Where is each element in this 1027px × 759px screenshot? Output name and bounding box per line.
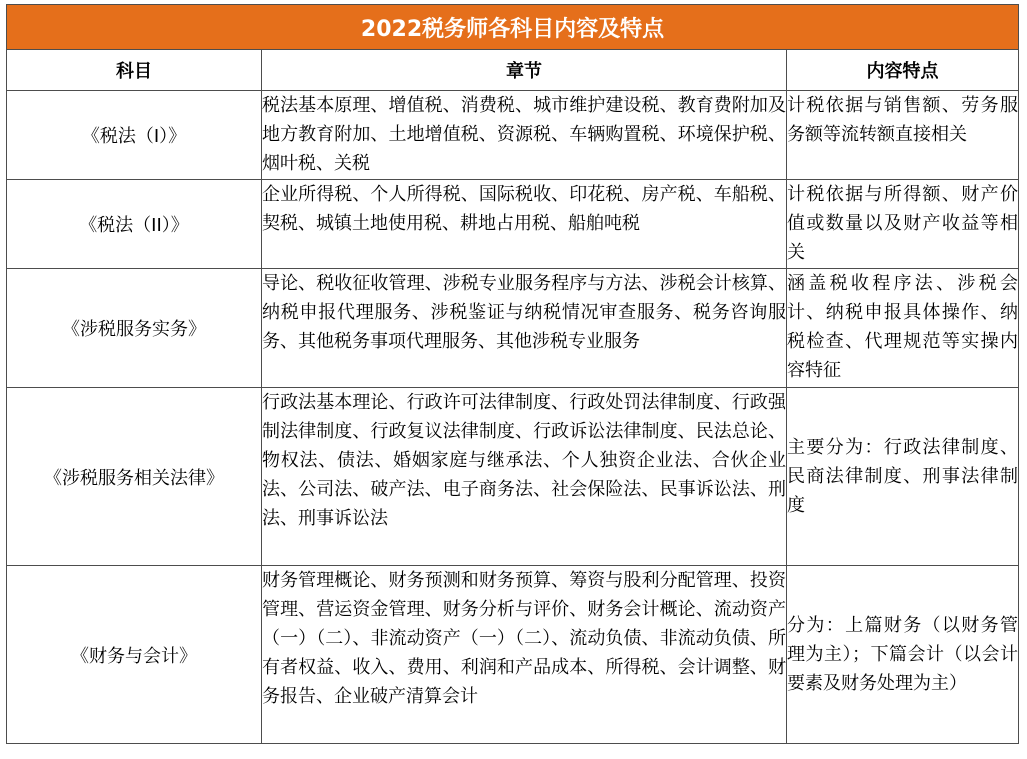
chapters-cell: 财务管理概论、财务预测和财务预算、筹资与股利分配管理、投资管理、营运资金管理、财务分析与评价、财务会计概论、流动资产（一）（二）、非流动资产（一）（二）、流动负债、非流动负债、所有者权益、收入、费用、利润和产品成本、所得税、会计调整、财务报告、企业破产清算会计 xyxy=(262,566,787,744)
subject-cell: 《税法（II）》 xyxy=(7,180,262,269)
subject-cell: 《涉税服务相关法律》 xyxy=(7,388,262,566)
title-row xyxy=(7,5,1019,50)
features-cell: 计税依据与销售额、劳务服务额等流转额直接相关 xyxy=(787,91,1019,180)
features-cell: 主要分为：行政法律制度、民商法律制度、刑事法律制度 xyxy=(787,388,1019,566)
header-row xyxy=(7,50,1019,91)
chapters-cell: 企业所得税、个人所得税、国际税收、印花税、房产税、车船税、契税、城镇土地使用税、耕地占用税、船舶吨税 xyxy=(262,180,787,269)
table-row xyxy=(7,566,1019,744)
header-chapters: 章节 xyxy=(262,50,787,91)
subject-cell: 《财务与会计》 xyxy=(7,566,262,744)
header-subject: 科目 xyxy=(7,50,262,91)
chapters-cell: 税法基本原理、增值税、消费税、城市维护建设税、教育费附加及地方教育附加、土地增值税、资源税、车辆购置税、环境保护税、烟叶税、关税 xyxy=(262,91,787,180)
features-cell: 涵盖税收程序法、涉税会计、纳税申报具体操作、纳税检查、代理规范等实操内容特征 xyxy=(787,269,1019,388)
header-features: 内容特点 xyxy=(787,50,1019,91)
features-cell: 分为：上篇财务（以财务管理为主）；下篇会计（以会计要素及财务处理为主） xyxy=(787,566,1019,744)
chapters-cell: 导论、税收征收管理、涉税专业服务程序与方法、涉税会计核算、纳税申报代理服务、涉税鉴证与纳税情况审查服务、税务咨询服务、其他税务事项代理服务、其他涉税专业服务 xyxy=(262,269,787,388)
chapters-cell: 行政法基本理论、行政许可法律制度、行政处罚法律制度、行政强制法律制度、行政复议法律制度、行政诉讼法律制度、民法总论、物权法、债法、婚姻家庭与继承法、个人独资企业法、合伙企业法、公司法、破产法、电子商务法、社会保险法、民事诉讼法、刑法、刑事诉讼法 xyxy=(262,388,787,566)
table-row xyxy=(7,180,1019,269)
features-cell: 计税依据与所得额、财产价值或数量以及财产收益等相关 xyxy=(787,180,1019,269)
subject-cell: 《涉税服务实务》 xyxy=(7,269,262,388)
table-title: 2022税务师各科目内容及特点 xyxy=(7,5,1019,50)
table-row xyxy=(7,91,1019,180)
table-row xyxy=(7,388,1019,566)
subject-cell: 《税法（I）》 xyxy=(7,91,262,180)
table-row xyxy=(7,269,1019,388)
subjects-table xyxy=(6,4,1019,744)
